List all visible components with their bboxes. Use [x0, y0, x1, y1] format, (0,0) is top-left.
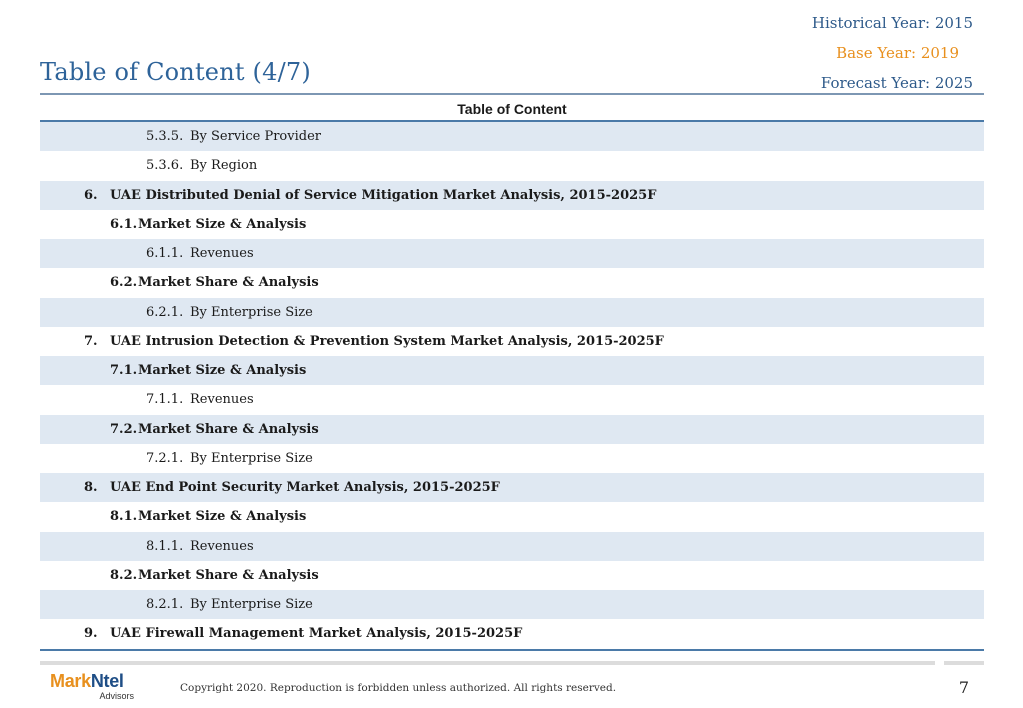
toc-number: 5.3.6.: [146, 158, 184, 174]
toc-row[interactable]: [40, 210, 984, 239]
footer-divider-short: [944, 661, 984, 665]
logo-mark-text: Mark: [50, 671, 91, 691]
toc-number: 6.2.: [110, 275, 138, 291]
toc-text: By Enterprise Size: [190, 304, 313, 320]
toc-text: By Enterprise Size: [190, 597, 313, 612]
toc-text: Market Share & Analysis: [138, 421, 319, 437]
toc-number: 6.2.1.: [146, 304, 184, 320]
toc-row[interactable]: [40, 561, 984, 590]
toc-row[interactable]: [40, 590, 984, 619]
toc-number: 7.1.1.: [146, 392, 184, 408]
toc-text: Market Size & Analysis: [138, 509, 307, 525]
toc-bottom-divider: [40, 649, 984, 651]
toc-row[interactable]: [40, 473, 984, 502]
toc-text: By Region: [190, 158, 258, 174]
toc-number: 7.2.: [110, 421, 138, 437]
toc-text: By Service Provider: [190, 129, 321, 144]
toc-table: [40, 96, 984, 651]
toc-text: Market Share & Analysis: [138, 275, 319, 291]
forecast-year: Forecast Year: 2025: [820, 74, 973, 92]
toc-row[interactable]: [40, 268, 984, 297]
toc-number: 8.2.: [110, 567, 138, 583]
historical-year: Historical Year: 2015: [811, 14, 973, 32]
base-year: Base Year: 2019: [836, 44, 959, 62]
toc-number: 7.1.: [110, 363, 138, 378]
report-years: [812, 8, 973, 98]
toc-row[interactable]: [40, 122, 984, 151]
toc-number: 8.2.1.: [146, 597, 184, 612]
toc-row[interactable]: [40, 385, 984, 414]
toc-text: UAE Distributed Denial of Service Mitigation Market Analysis, 2015-2025F: [110, 187, 657, 203]
toc-text: By Enterprise Size: [190, 450, 313, 466]
toc-text: Revenues: [190, 246, 254, 261]
toc-row[interactable]: [40, 532, 984, 561]
page-title: Table of Content (4/7): [40, 58, 311, 86]
copyright-notice: Copyright 2020. Reproduction is forbidden unless authorized. All rights reserved.: [180, 682, 617, 694]
toc-text: Market Size & Analysis: [138, 216, 307, 232]
toc-row[interactable]: [40, 239, 984, 268]
toc-text: Revenues: [190, 392, 254, 408]
toc-number: 6.: [84, 187, 98, 203]
toc-row[interactable]: [40, 151, 984, 180]
toc-number: 8.1.1.: [146, 538, 184, 554]
toc-row[interactable]: [40, 356, 984, 385]
logo-subtitle: Advisors: [99, 691, 134, 701]
toc-row[interactable]: [40, 181, 984, 210]
toc-row[interactable]: [40, 298, 984, 327]
toc-row[interactable]: [40, 415, 984, 444]
toc-row[interactable]: [40, 327, 984, 356]
toc-number: 8.1.: [110, 509, 138, 525]
toc-row[interactable]: [40, 502, 984, 531]
toc-text: UAE Intrusion Detection & Prevention System Market Analysis, 2015-2025F: [110, 333, 664, 349]
toc-number: 7.: [84, 333, 98, 349]
toc-number: 9.: [84, 626, 98, 642]
toc-number: 8.: [84, 480, 98, 495]
toc-number: 6.1.1.: [146, 246, 184, 261]
toc-row[interactable]: [40, 444, 984, 473]
toc-text: UAE Firewall Management Market Analysis, 2015-2025F: [110, 626, 523, 642]
toc-text: Market Size & Analysis: [138, 363, 307, 378]
toc-row[interactable]: [40, 619, 984, 648]
toc-text: UAE End Point Security Market Analysis, 2015-2025F: [110, 480, 500, 495]
toc-text: Revenues: [190, 538, 254, 554]
title-divider: [40, 93, 984, 95]
toc-text: Market Share & Analysis: [138, 567, 319, 583]
logo-wordmark: [50, 671, 140, 691]
toc-number: 6.1.: [110, 216, 138, 232]
toc-number: 5.3.5.: [146, 129, 184, 144]
toc-number: 7.2.1.: [146, 450, 184, 466]
logo-ntel-text: Ntel: [90, 671, 124, 691]
toc-header: Table of Content: [40, 96, 984, 122]
footer-divider: [40, 661, 935, 665]
marknetel-logo: [50, 671, 140, 705]
page-number: 7: [958, 678, 969, 697]
